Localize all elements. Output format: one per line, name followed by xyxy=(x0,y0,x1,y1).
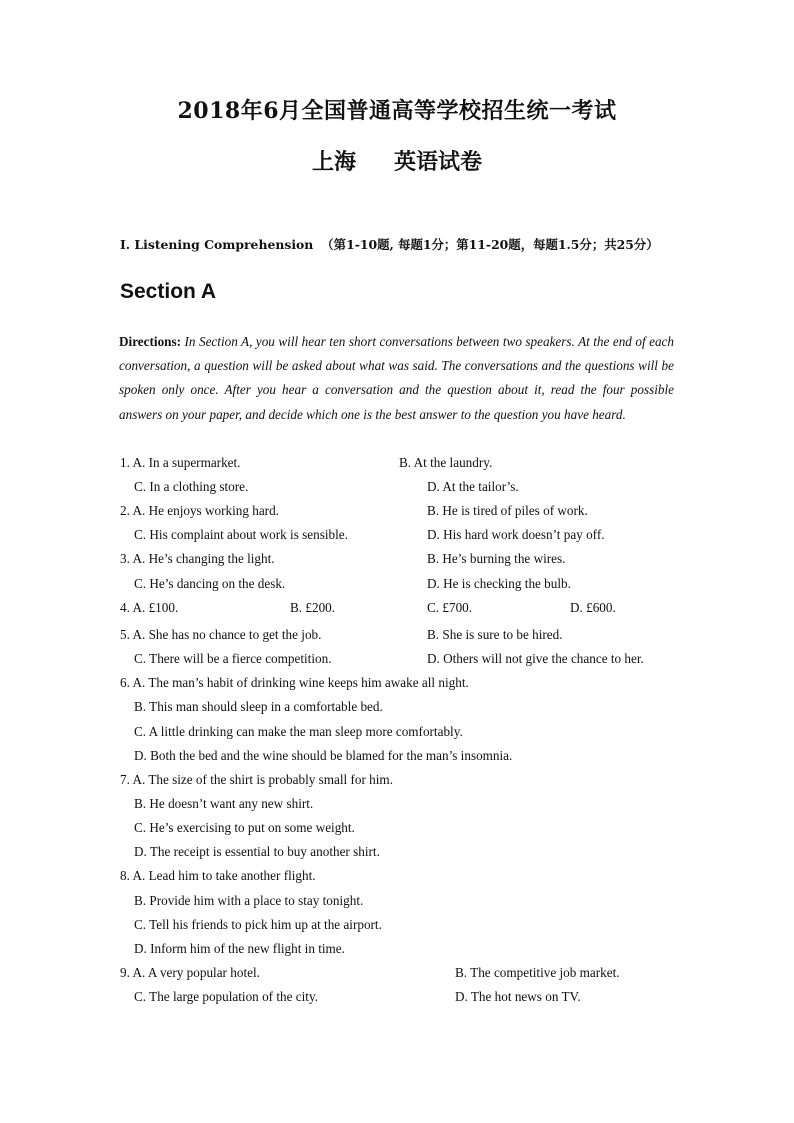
exam-subtitle xyxy=(0,145,794,176)
q7-option-d: D. The receipt is essential to buy another shirt. xyxy=(134,844,380,859)
q5-option-b: B. She is sure to be hired. xyxy=(427,627,563,642)
q1-option-b: B. At the laundry. xyxy=(399,455,493,470)
q9-option-d: D. The hot news on TV. xyxy=(455,989,581,1004)
part-heading xyxy=(120,235,680,253)
directions-paragraph xyxy=(119,330,674,427)
q1-option-a: 1. A. In a supermarket. xyxy=(120,455,241,470)
q6-option-a: 6. A. The man’s habit of drinking wine keeps him awake all night. xyxy=(120,675,469,690)
q1-option-d: D. At the tailor’s. xyxy=(427,479,519,494)
q4-option-b: B. £200. xyxy=(290,600,336,615)
region-label: 上海 xyxy=(311,149,356,175)
q2-option-b: B. He is tired of piles of work. xyxy=(427,503,588,518)
q7-option-a: 7. A. The size of the shirt is probably small for him. xyxy=(120,772,393,787)
q5-option-c: C. There will be a fierce competition. xyxy=(134,651,332,666)
q9-option-c: C. The large population of the city. xyxy=(134,989,318,1004)
q4-option-d: D. £600. xyxy=(570,600,616,615)
q6-option-d: D. Both the bed and the wine should be blamed for the man’s insomnia. xyxy=(134,748,513,763)
q4-option-a: 4. A. £100. xyxy=(120,600,179,615)
q3-option-d: D. He is checking the bulb. xyxy=(427,576,571,591)
directions-label: Directions: xyxy=(119,334,182,349)
q1-option-c: C. In a clothing store. xyxy=(134,479,249,494)
exam-title: 2018年6月全国普通高等学校招生统一考试 xyxy=(177,98,617,124)
q5-option-a: 5. A. She has no chance to get the job. xyxy=(120,627,322,642)
q9-option-a: 9. A. A very popular hotel. xyxy=(120,965,260,980)
q6-option-b: B. This man should sleep in a comfortable bed. xyxy=(134,699,383,714)
q8-option-c: C. Tell his friends to pick him up at the airport. xyxy=(134,917,382,932)
q2-option-c: C. His complaint about work is sensible. xyxy=(134,527,348,542)
q2-option-d: D. His hard work doesn’t pay off. xyxy=(427,527,605,542)
q7-option-c: C. He’s exercising to put on some weight. xyxy=(134,820,355,835)
q4-option-c: C. £700. xyxy=(427,600,473,615)
q9-option-b: B. The competitive job market. xyxy=(455,965,620,980)
q3-option-c: C. He’s dancing on the desk. xyxy=(134,576,286,591)
part-scoring-note: （第1-10题, 每题1分；第11-20题，每题1.5分；共25分） xyxy=(321,237,659,252)
q6-option-c: C. A little drinking can make the man sleep more comfortably. xyxy=(134,724,463,739)
q2-option-a: 2. A. He enjoys working hard. xyxy=(120,503,279,518)
section-heading: Section A xyxy=(120,280,217,303)
q7-option-b: B. He doesn’t want any new shirt. xyxy=(134,796,314,811)
q3-option-b: B. He’s burning the wires. xyxy=(427,551,566,566)
q8-option-a: 8. A. Lead him to take another flight. xyxy=(120,868,316,883)
q5-option-d: D. Others will not give the chance to her. xyxy=(427,651,644,666)
q8-option-d: D. Inform him of the new flight in time. xyxy=(134,941,345,956)
subject-label: 英语试卷 xyxy=(394,149,483,175)
part-label: I. Listening Comprehension xyxy=(120,237,314,252)
q3-option-a: 3. A. He’s changing the light. xyxy=(120,551,275,566)
q8-option-b: B. Provide him with a place to stay tonight. xyxy=(134,893,364,908)
directions-text: In Section A, you will hear ten short conversations between two speakers. At the end of each conversation, a question will be asked about what was said. The conversations and the questions will be spoken only once. After you hear a conversation and the question about it, read the four possible answers on your paper, and decide which one is the best answer to the question you have heard. xyxy=(119,334,674,422)
